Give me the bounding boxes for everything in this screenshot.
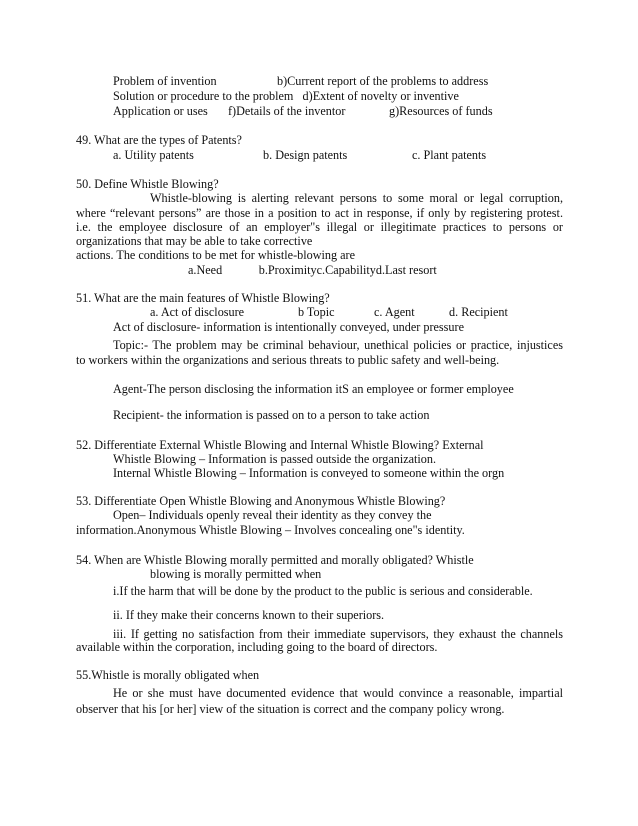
patent-type-design: b. Design patents (263, 148, 348, 162)
question-54: 54. When are Whistle Blowing morally permitted and morally obligated? Whistle (76, 553, 474, 567)
q50-line-1: Whistle-blowing is alerting relevant persons to some moral or legal corruption, (150, 191, 563, 205)
q53-line-1: Open– Individuals openly reveal their identity as they convey the (113, 508, 432, 522)
q51-agent: Agent-The person disclosing the information itS an employee or former employee (113, 382, 514, 396)
q51-disclosure: Act of disclosure- information is intentionally conveyed, under pressure (113, 320, 464, 334)
q52-line-1: Whistle Blowing – Information is passed outside the organization. (113, 452, 437, 466)
feature-disclosure: a. Act of disclosure (150, 305, 245, 319)
q50-line-2: where “relevant persons” are those in a position to act in response, if only by registering protest. (76, 206, 563, 220)
feature-agent: c. Agent (374, 305, 415, 319)
intro-item-c-d: Solution or procedure to the problem d)Extent of novelty or inventive (113, 89, 459, 103)
intro-item-a: Problem of invention (113, 74, 217, 88)
q50-line-5: actions. The conditions to be met for whistle-blowing are (76, 248, 356, 262)
question-52: 52. Differentiate External Whistle Blowing and Internal Whistle Blowing? External (76, 438, 484, 452)
q50-conditions: a.Need b.Proximityc.Capabilityd.Last resort (188, 263, 437, 277)
intro-item-e: Application or uses (113, 104, 208, 118)
question-51: 51. What are the main features of Whistle Blowing? (76, 291, 330, 305)
feature-topic: b Topic (298, 305, 335, 319)
question-49: 49. What are the types of Patents? (76, 133, 242, 147)
question-50: 50. Define Whistle Blowing? (76, 177, 219, 191)
patent-type-utility: a. Utility patents (113, 148, 194, 162)
patent-type-plant: c. Plant patents (412, 148, 487, 162)
q51-recipient: Recipient- the information is passed on to a person to take action (113, 408, 430, 422)
q53-line-2: information.Anonymous Whistle Blowing – Involves concealing one"s identity. (76, 523, 465, 537)
q55-line-1: He or she must have documented evidence that would convince a reasonable, impartial (113, 686, 563, 700)
q55-line-2: observer that his [or her] view of the situation is correct and the company policy wrong. (76, 702, 505, 716)
q51-topic-line-2: to workers within the organizations and serious threats to public safety and well-being. (76, 353, 500, 367)
q54-item-i: i.If the harm that will be done by the product to the public is serious and considerable. (113, 584, 533, 598)
question-55: 55.Whistle is morally obligated when (76, 668, 260, 682)
question-53: 53. Differentiate Open Whistle Blowing and Anonymous Whistle Blowing? (76, 494, 446, 508)
q50-line-4: organizations that may be able to take corrective (76, 234, 313, 248)
feature-recipient: d. Recipient (449, 305, 508, 319)
q51-topic-line-1: Topic:- The problem may be criminal behaviour, unethical policies or practice, injustices (113, 338, 563, 352)
intro-item-b: b)Current report of the problems to address (277, 74, 489, 88)
q50-line-3: i.e. the employee disclosure of an employer"s illegal or illegitimate practices to persons or (76, 220, 563, 234)
intro-item-g: g)Resources of funds (389, 104, 493, 118)
q54-item-ii: ii. If they make their concerns known to their superiors. (113, 608, 385, 622)
q54-item-iii-line-1: iii. If getting no satisfaction from their immediate supervisors, they exhaust the channels (113, 627, 563, 641)
q54-line-1: blowing is morally permitted when (150, 567, 322, 581)
q52-line-2: Internal Whistle Blowing – Information is conveyed to someone within the orgn (113, 466, 505, 480)
q54-item-iii-line-2: available within the corporation, including going to the board of directors. (76, 640, 438, 654)
intro-item-f: f)Details of the inventor (228, 104, 346, 118)
